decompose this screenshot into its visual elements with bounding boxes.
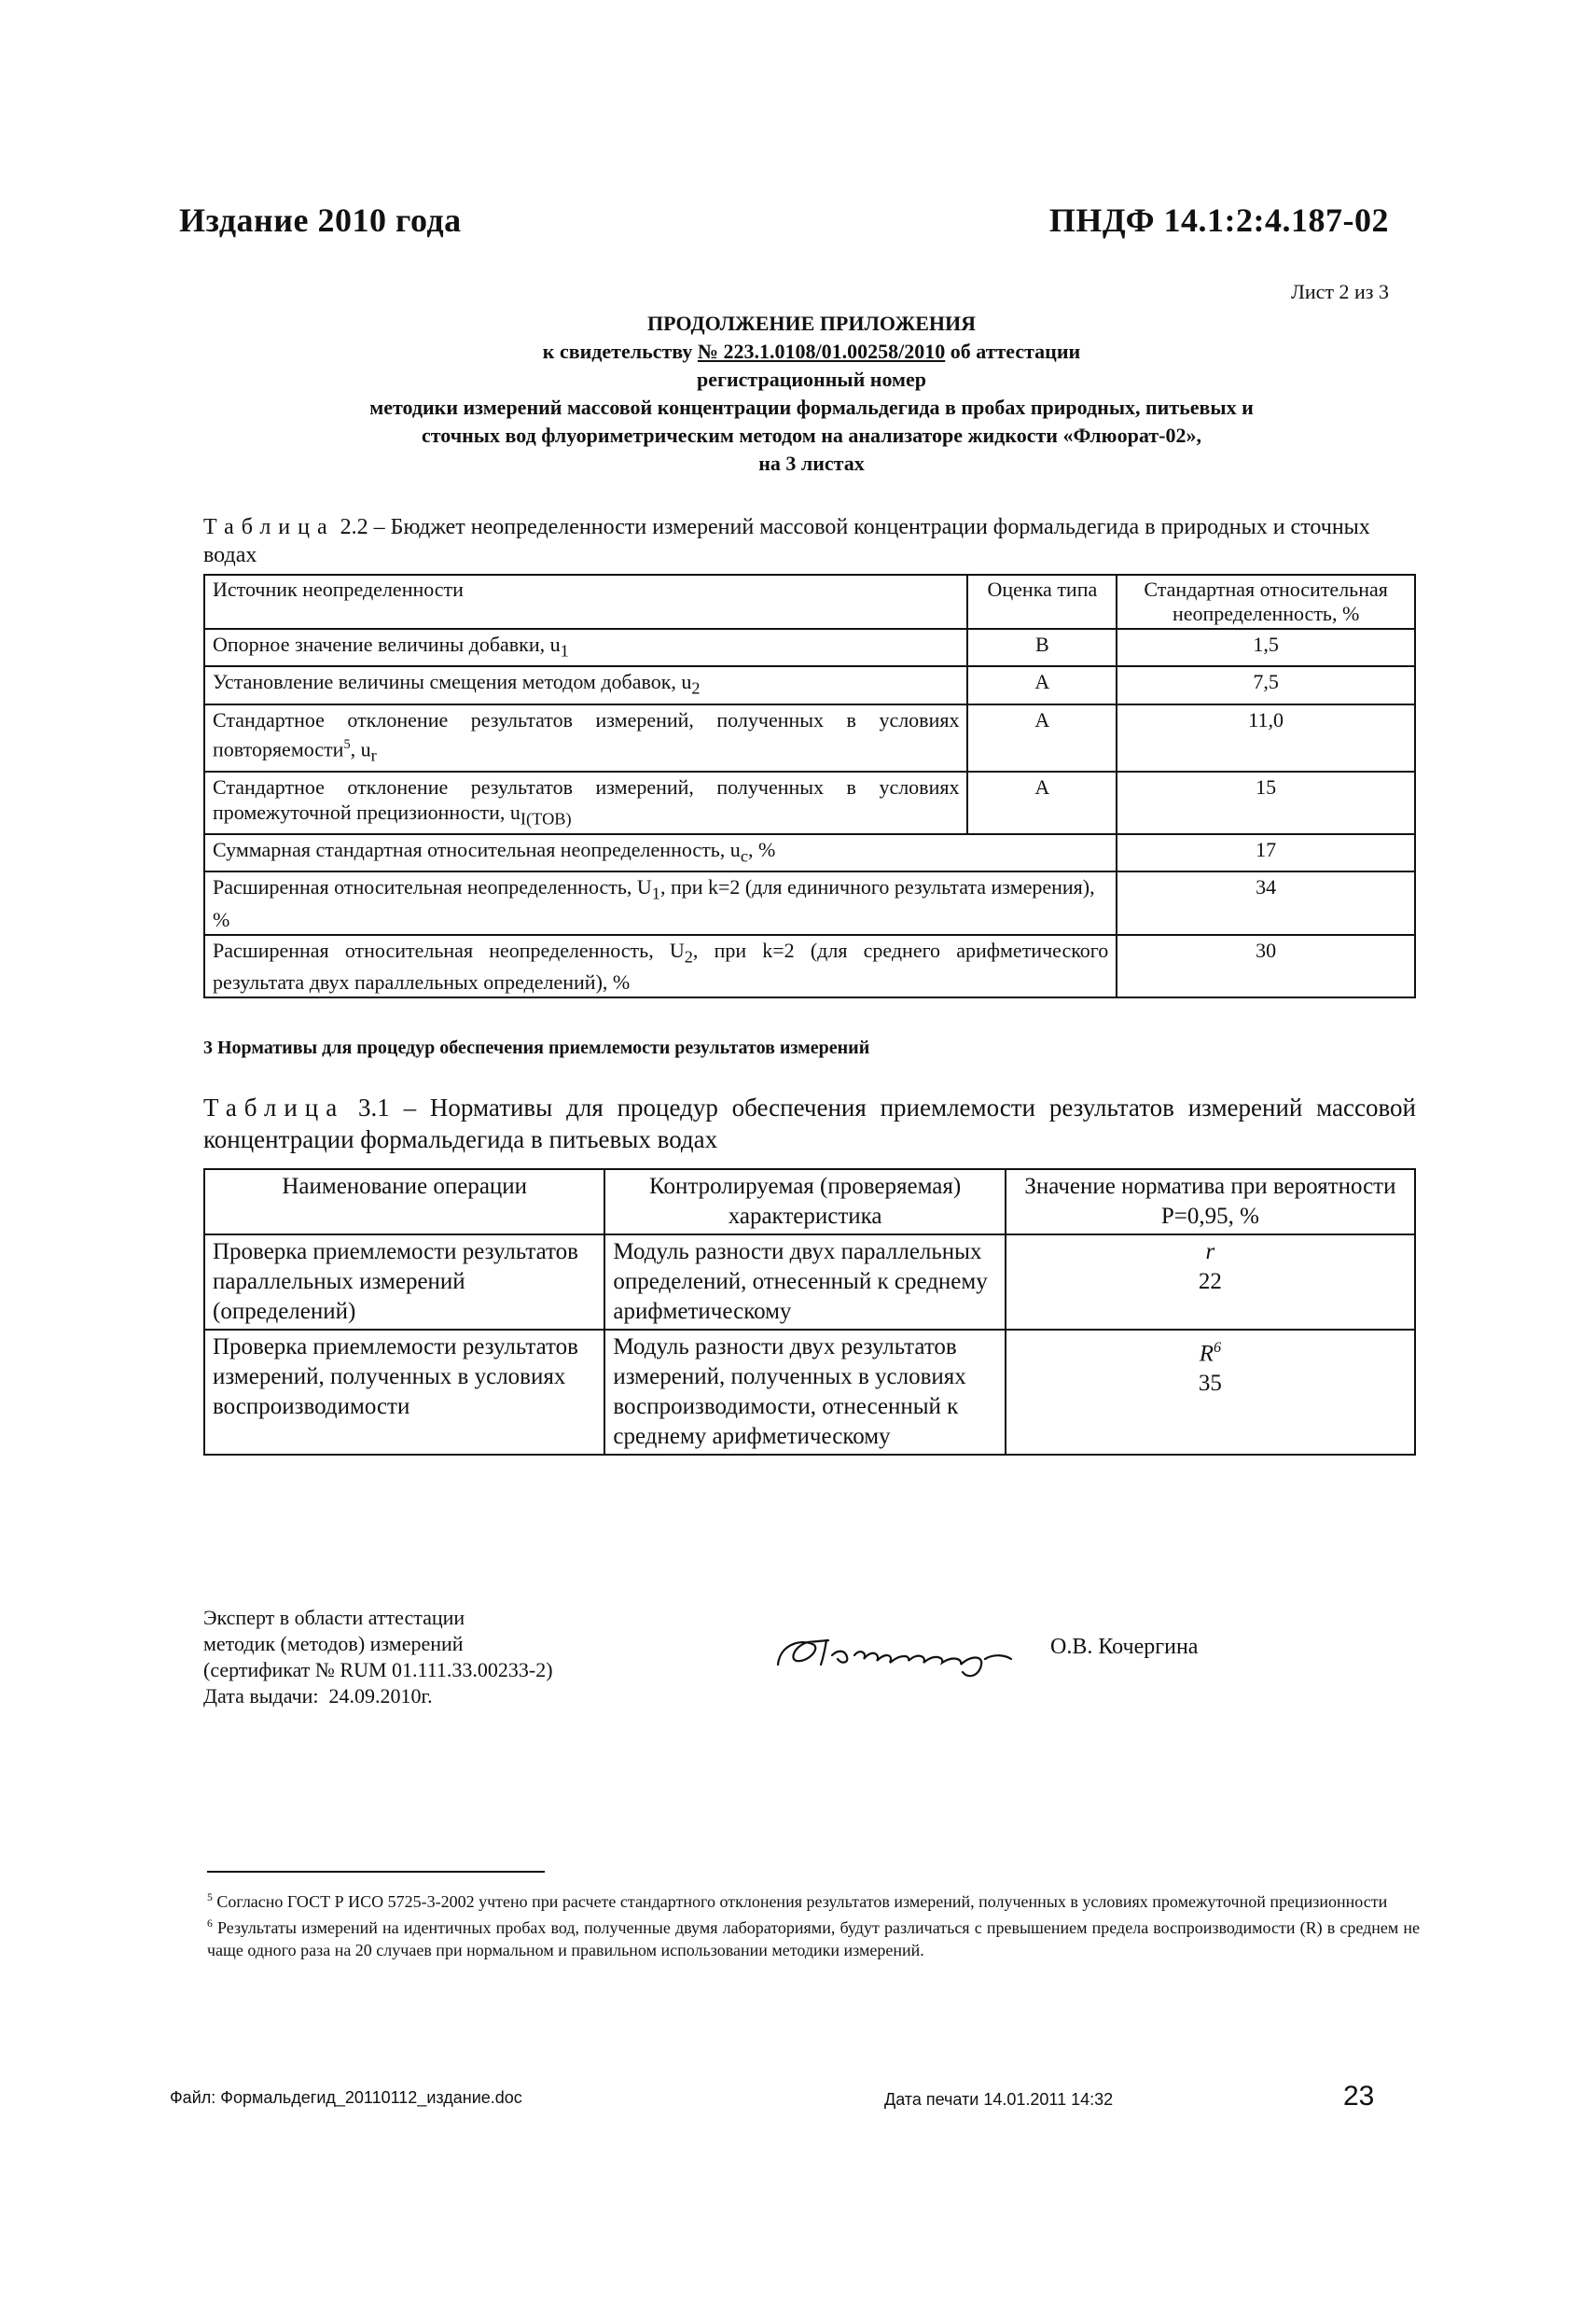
method-title-line2: сточных вод флуориметрическим методом на анализаторе жидкости «Флюорат-02», xyxy=(422,424,1201,447)
certificate-number: № 223.1.0108/01.00258/2010 xyxy=(697,340,946,363)
acceptability-norms-table xyxy=(203,1168,1416,1456)
page-number: 23 xyxy=(1343,2081,1375,2112)
expert-name: О.В. Кочергина xyxy=(1050,1635,1199,1659)
table-row: Проверка приемлемости результатов измерений, полученных в условиях воспроизводимости Модуль разности двух результатов измерений, полученных в условиях воспроизводимости, отнесенный к среднему арифметическому $R^6$ 35 xyxy=(204,1330,1415,1455)
header-operation: Наименование операции xyxy=(204,1169,604,1234)
table-row: Стандартное отклонение результатов измерений, полученных в условиях повторяемости$^5$, $u_r$ A 11,0 xyxy=(204,704,1415,772)
table-row: Опорное значение величины добавки, $u_1$ B 1,5 xyxy=(204,629,1415,666)
section3-heading: 3 Нормативы для процедур обеспечения приемлемости результатов измерений xyxy=(203,1038,870,1058)
registration-number-label: регистрационный номер xyxy=(696,368,927,391)
footnote-separator xyxy=(207,1871,545,1873)
table-row: Расширенная относительная неопределенность, $U_2$, при k=2 (для среднего арифметического результата двух параллельных определений), % 30 xyxy=(204,935,1415,997)
table-header-row xyxy=(204,575,1415,629)
sheet-number: Лист 2 из 3 xyxy=(1290,280,1389,303)
table-row: Суммарная стандартная относительная неопределенность, $u_c$, % 17 xyxy=(204,834,1415,871)
header-norm-value: Значение норматива при вероятности P=0,95, % xyxy=(1006,1169,1415,1234)
header-uncertainty: Стандартная относительная неопределенность, % xyxy=(1117,575,1415,629)
table-row: Расширенная относительная неопределенность, $U_1$, при k=2 (для единичного результата измерения), % 34 xyxy=(204,871,1415,934)
footer-file: Файл: Формальдегид_20110112_издание.doc xyxy=(170,2088,522,2107)
footnote-6: $^6$ Результаты измерений на идентичных пробах вод, полученные двумя лабораториями, будут различаться с превышением предела воспроизводимости (R) в среднем не чаще одного раза на 20 случаев при нормальном и правильном использовании методики измерений. xyxy=(207,1917,1421,1959)
table-row: Установление величины смещения методом добавок, $u_2$ A 7,5 xyxy=(204,666,1415,704)
footer-print-date: Дата печати 14.01.2011 14:32 xyxy=(884,2090,1114,2109)
certificate-line: к свидетельству № 223.1.0108/01.00258/2010 об аттестации xyxy=(542,340,1081,363)
header-type: Оценка типа xyxy=(967,575,1117,629)
expert-block: Эксперт в области аттестации методик (методов) измерений (сертификат № RUM 01.111.33.00233-2) Дата выдачи: 24.09.2010г. xyxy=(203,1606,553,1708)
table-header-row xyxy=(204,1169,1415,1234)
uncertainty-budget-table xyxy=(203,574,1416,998)
table1-caption: Таблица 2.2 – Бюджет неопределенности измерений массовой концентрации формальдегида в природных и сточных водах xyxy=(203,515,1370,567)
header-source: Источник неопределенности xyxy=(204,575,967,629)
table-row: Проверка приемлемости результатов параллельных измерений (определений) Модуль разности двух параллельных определений, отнесенный к среднему арифметическому r 22 xyxy=(204,1234,1415,1330)
table2-caption: Таблица 3.1 – Нормативы для процедур обеспечения приемлемости результатов измерений массовой концентрации формальдегида в питьевых водах xyxy=(203,1094,1417,1153)
document-code: ПНДФ 14.1:2:4.187-02 xyxy=(1048,202,1389,239)
table-row: Стандартное отклонение результатов измерений, полученных в условиях промежуточной прецизионности, $u_{I(ТОВ)}$ A 15 xyxy=(204,772,1415,834)
sheet-count: на 3 листах xyxy=(758,452,865,475)
appendix-title-block xyxy=(205,310,1418,478)
footnote-5: $^5$ Согласно ГОСТ Р ИСО 5725-3-2002 учтено при расчете стандартного отклонения результатов измерений, полученных в условиях промежуточной прецизионности xyxy=(207,1891,1388,1911)
handwritten-signature xyxy=(770,1627,1032,1683)
header-characteristic: Контролируемая (проверяемая) характеристика xyxy=(604,1169,1005,1234)
edition-label: Издание 2010 года xyxy=(179,202,462,239)
footnotes xyxy=(207,1887,1420,1961)
appendix-heading: ПРОДОЛЖЕНИЕ ПРИЛОЖЕНИЯ xyxy=(647,312,976,335)
method-title-line1: методики измерений массовой концентрации формальдегида в пробах природных, питьевых и xyxy=(369,396,1254,419)
